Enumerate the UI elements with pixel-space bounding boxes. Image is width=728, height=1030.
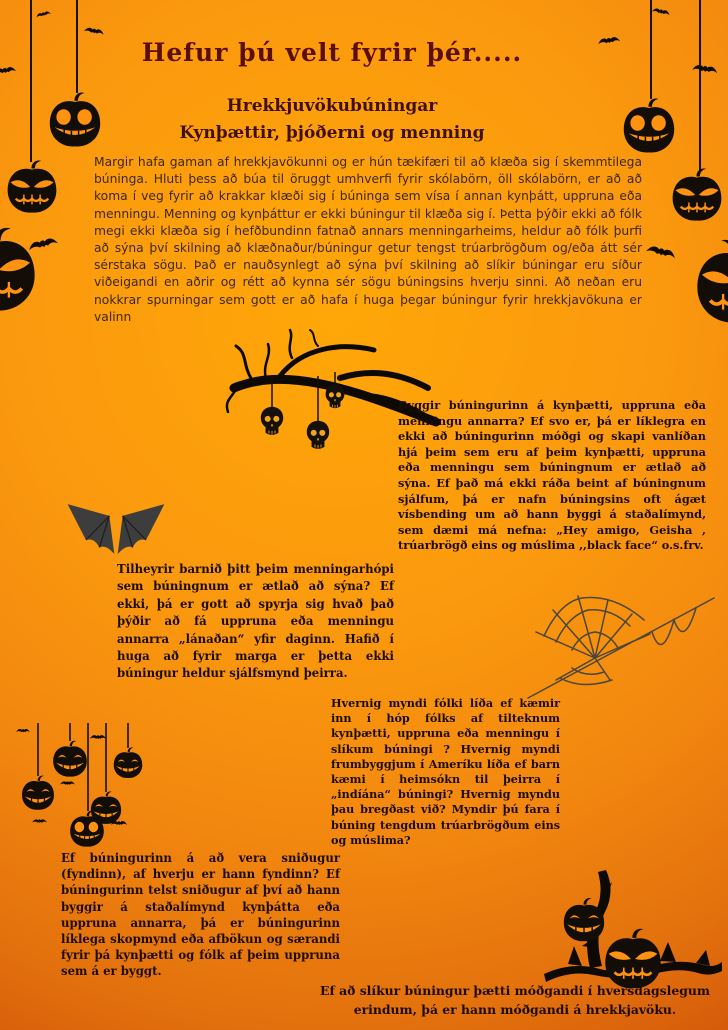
hanging-pumpkin-icon <box>564 898 604 941</box>
bat-icon <box>645 243 677 263</box>
edge-pumpkin-icon <box>690 236 728 328</box>
subtitle-line-2: Kynþættir, þjóðerni og menning <box>179 123 485 143</box>
hanging-pumpkin-icon <box>3 158 61 216</box>
closing-statement: Ef að slíkur búningur þætti móðgandi í hversdagslegum erindum, þá er hann móðgandi á hrekkjavöku. <box>320 983 710 1017</box>
bat-icon <box>83 25 104 37</box>
edge-pumpkin-icon <box>0 224 42 316</box>
hanging-pumpkin-icon <box>22 776 54 810</box>
skull-icon <box>326 385 345 408</box>
page-title: Hefur þú velt fyrir þér..... <box>141 38 523 67</box>
bat-icon <box>32 819 47 823</box>
skull-icon <box>261 407 283 435</box>
subtitle-line-1: Hrekkjuvökubúningar <box>226 96 438 116</box>
hanging-pumpkin-icon <box>53 741 87 777</box>
hanging-pumpkin-icon <box>668 166 726 224</box>
spider-web-icon <box>520 586 720 704</box>
bat-icon <box>691 62 718 77</box>
hanging-pumpkin-icon <box>605 929 660 988</box>
bat-icon <box>16 729 30 732</box>
intro-paragraph: Margir hafa gaman af hrekkjavökunni og er hún tækifæri til að klæða sig í skemmtilega búninga. Hluti þess að búa til öruggt umhverfi fyrir skólabörn, öll skólabörn, er að að koma í veg fyrir að krakkar klæði sig í búninga sem vísa í annan kynþátt, uppruna eða menningu. Menning og kynþáttur er ekki búningur til klæða sig í. Þetta þýðir ekki að fólk megi ekki klæða sig í hefðbundinn fatnað annars menningarheims, heldur að fólk þurfi að sýna því skilning að klæðnaður/búningur getur tengst trúarbrögðum og/eða átt sér sérstaka sögu. Það er nauðsynlegt að sýna því skilning að slíkir búningar eru síður viðeigandi en aðrir og rétt að kynna sér sögu búningsins hverju sinni. Að neðan eru nokkrar spurningar sem gott er að hafa í huga þegar búningur fyrir hrekkjavökuna er valinn <box>94 155 642 324</box>
hanging-pumpkin-icon <box>114 747 143 778</box>
skull-icon <box>307 421 329 449</box>
hanging-pumpkin-icon <box>91 792 121 824</box>
bat-icon <box>90 735 106 739</box>
pumpkin-string <box>699 0 701 170</box>
pumpkin-group-icon <box>10 716 160 860</box>
thorn-pumpkins-icon <box>540 862 725 992</box>
question-origin: Byggir búningurinn á kynþætti, uppruna eða menningu annarra? Ef svo er, þá er líklegra en ekki að búningurinn móðgi og skapi vanlíðan hjá þeim sem eru af þeim kynþætti, uppruna eða menningu sem búningnum er ætlað að sýna. Ef það má ekki ráða beint af búningnum sjálfum, þá er nafn búningsins oft ágæt vísbending um að hann byggi á staðalímynd, sem dæmi má nefna: „Hey amigo, Geisha , trúarbrögð eins og múslima ,,black face“ o.s.frv. <box>398 398 706 553</box>
bat-icon <box>651 6 670 18</box>
bat-wings-icon <box>66 500 166 560</box>
question-belonging: Tilheyrir barnið þitt þeim menningarhópi sem búningnum er ætlað að sýna? Ef ekki, þá er gott að spyrja sig hvað það þýðir að fá uppruna eða menningu annarra „lánaðan“ yfir daginn. Hafið í huga að fyrir marga er þetta ekki búningur heldur sjálfsmynd þeirra. <box>117 562 394 681</box>
question-reaction: Hvernig myndi fólki líða ef kæmir inn í hóp fólks af tilteknum kynþætti, uppruna eða menningu í slíkum búningi ? Hvernig myndi frumbyggjum í Ameríku líða ef barn kæmi í heimsókn til þeirra í „indíána“ búningi? Hvernig myndu þau bregðast við? Myndir þú fara í búning tengdum trúarbrögðum eins og múslima? <box>331 696 560 847</box>
bat-icon <box>35 9 51 19</box>
bat-icon <box>60 781 75 785</box>
question-funny: Ef búningurinn á að vera sniðugur (fyndinn), af hverju er hann fyndinn? Ef búningurinn telst sniðugur af því að hann byggir á staðalímynd kynþátta eða uppruna annarra, þá er búningurinn líklega skopmynd eða afbökun og særandi fyrir þá kynþætti og fólk af þeim uppruna sem á er byggt. <box>61 851 340 979</box>
